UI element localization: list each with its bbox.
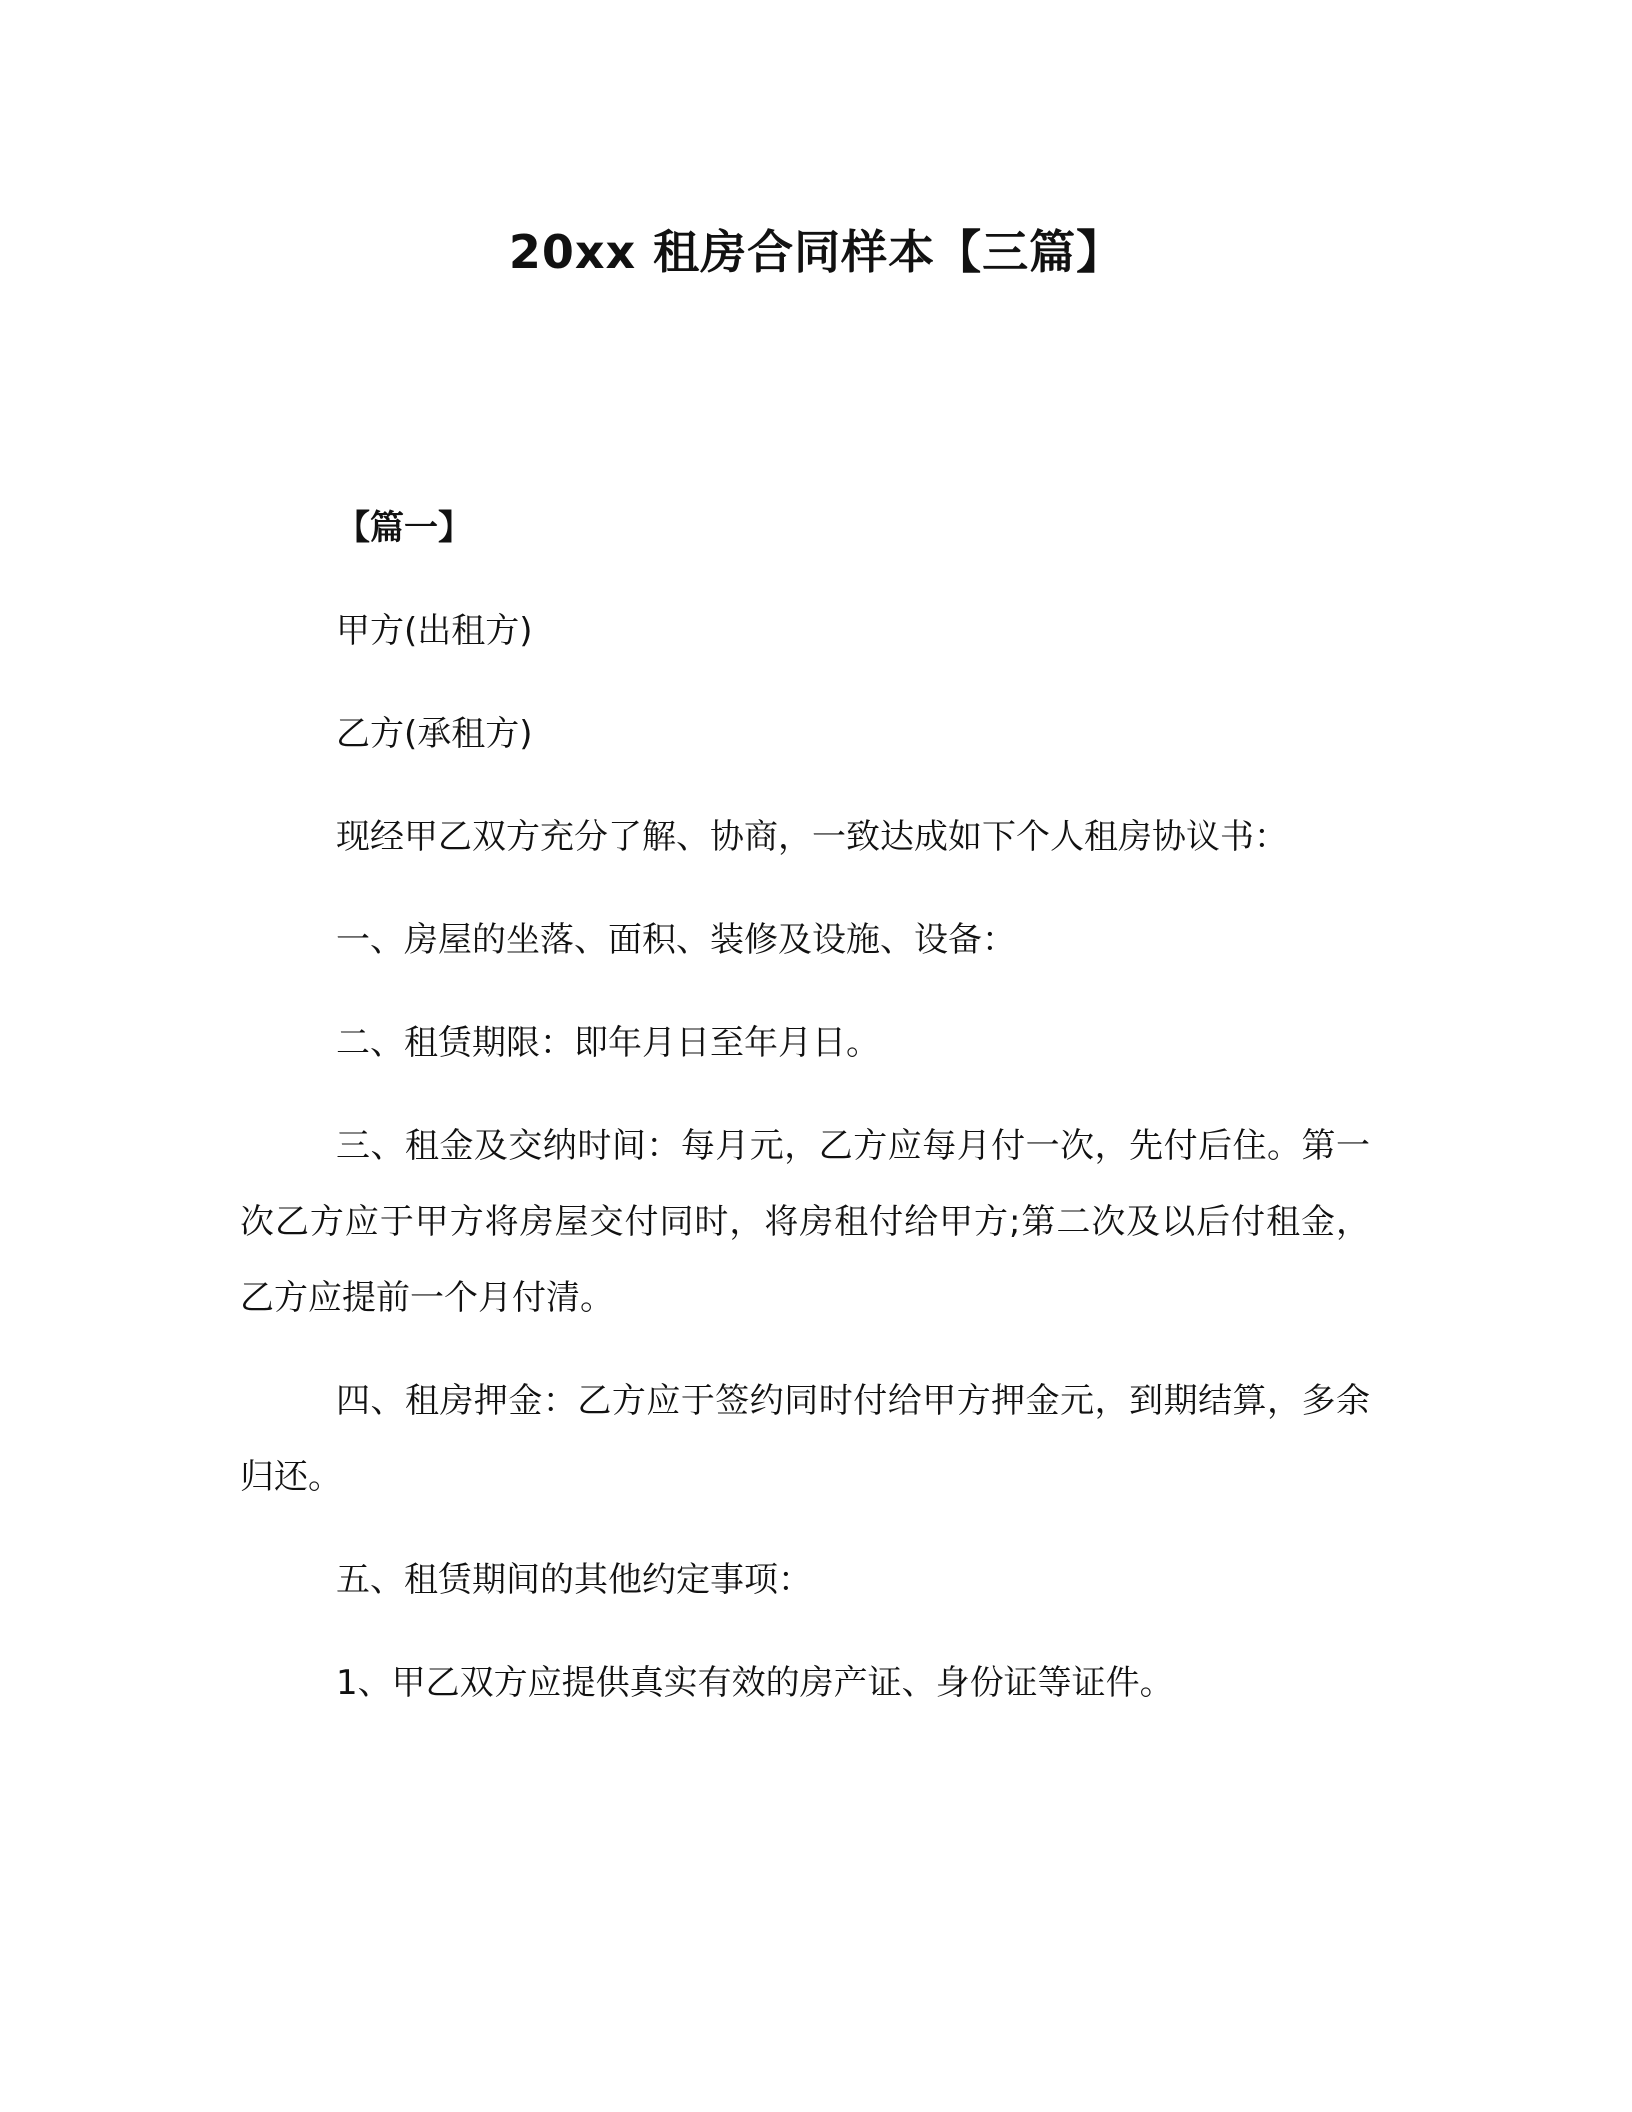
party-b-line: 乙方(承租方) xyxy=(336,714,533,754)
document-title: 20xx 租房合同样本【三篇】 xyxy=(508,225,1124,279)
clause-1: 一、房屋的坐落、面积、装修及设施、设备： xyxy=(336,920,1016,960)
clause-5-item-1: 1、甲乙双方应提供真实有效的房产证、身份证等证件。 xyxy=(336,1663,1174,1703)
clause-2: 二、租赁期限：即年月日至年月日。 xyxy=(336,1023,880,1063)
clause-5: 五、租赁期间的其他约定事项： xyxy=(336,1560,812,1600)
section-label: 【篇一】 xyxy=(336,508,472,548)
clause-4: 四、租房押金：乙方应于签约同时付给甲方押金元，到期结算，多余归还。 xyxy=(240,1381,1370,1497)
clause-3: 三、租金及交纳时间：每月元，乙方应每月付一次，先付后住。第一次乙方应于甲方将房屋交付同时，将房租付给甲方;第二次及以后付租金，乙方应提前一个月付清。 xyxy=(240,1126,1370,1318)
party-a-line: 甲方(出租方) xyxy=(336,611,533,651)
document-body xyxy=(240,490,1370,1748)
intro-paragraph: 现经甲乙双方充分了解、协商，一致达成如下个人租房协议书： xyxy=(336,817,1288,857)
